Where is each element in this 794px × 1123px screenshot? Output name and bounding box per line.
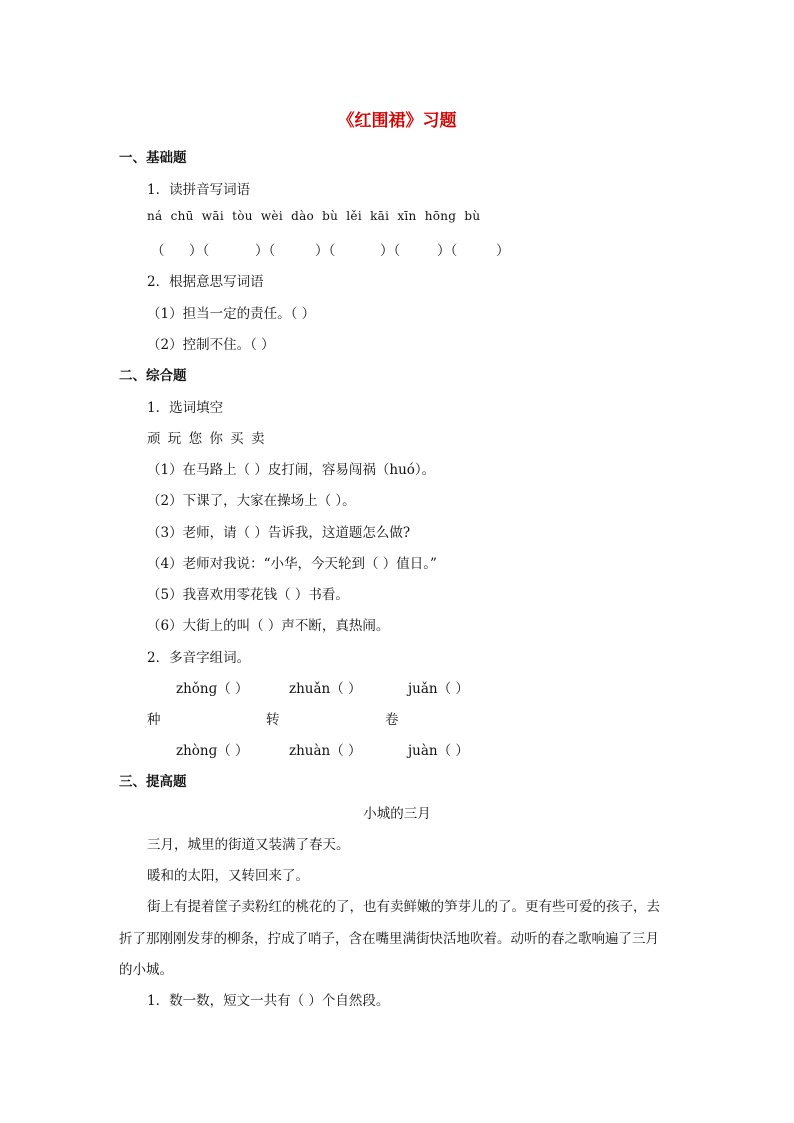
char-zhong: 种 bbox=[147, 712, 161, 728]
blank-6: ）（ bbox=[437, 243, 458, 259]
question-polyphone: 2．多音字组词。 bbox=[147, 650, 251, 666]
list-item: （6）大街上的叫（ ）声不断，真热闹。 bbox=[147, 618, 390, 634]
polyphone-zhuan3: zhuǎn（ ） bbox=[289, 681, 362, 697]
passage-paragraph-3-line-3: 的小城。 bbox=[119, 962, 173, 978]
list-item: （2）下课了，大家在操场上（ ）。 bbox=[147, 493, 356, 509]
polyphone-bottom-row bbox=[147, 739, 507, 759]
passage-paragraph-3-line-2: 折了那刚刚发芽的柳条，拧成了哨子，含在嘴里满街快活地吹着。动听的春之歌响遍了三月 bbox=[119, 931, 659, 947]
blank-5: ）（ bbox=[380, 243, 401, 259]
polyphone-zhong3: zhǒnɡ（ ） bbox=[176, 681, 249, 697]
pinyin-line: ná chū wāi tòu wèi dào bù lěi kāi xīn hōng bù bbox=[147, 209, 481, 223]
page-title: 《红围裙》习题 bbox=[337, 111, 457, 131]
answer-blanks-row bbox=[147, 239, 527, 259]
list-item: （5）我喜欢用零花钱（ ）书看。 bbox=[147, 587, 349, 603]
polyphone-top-row bbox=[147, 677, 507, 697]
list-item: （1）在马路上（ ）皮打闹，容易闯祸（huó）。 bbox=[147, 462, 436, 478]
word-groups: 顽 玩 您 你 买 卖 bbox=[147, 431, 265, 447]
question-choose-word: 1．选词填空 bbox=[147, 400, 224, 416]
char-juan: 卷 bbox=[385, 712, 399, 728]
blank-7: ） bbox=[496, 243, 510, 259]
polyphone-zhong4: zhònɡ（ ） bbox=[176, 743, 249, 759]
blank-1: （ bbox=[151, 243, 165, 259]
blank-4: ）（ bbox=[315, 243, 336, 259]
list-item: （4）老师对我说：“小华，今天轮到（ ）值日。” bbox=[147, 556, 437, 572]
section-heading-advanced: 三、提高题 bbox=[119, 774, 187, 790]
section-heading-basic: 一、基础题 bbox=[119, 150, 187, 166]
blank-3: ）（ bbox=[255, 243, 276, 259]
polyphone-char-row bbox=[147, 708, 507, 728]
polyphone-juan4: juàn（ ） bbox=[408, 743, 469, 759]
question-pinyin-write: 1．读拼音写词语 bbox=[147, 182, 251, 198]
blank-2: ）（ bbox=[189, 243, 210, 259]
passage-paragraph-3-line-1: 街上有提着筐子卖粉红的桃花的了，也有卖鲜嫩的笋芽儿的了。更有些可爱的孩子，去 bbox=[147, 899, 660, 915]
passage-paragraph-2: 暖和的太阳，又转回来了。 bbox=[147, 868, 309, 884]
polyphone-juan3: juǎn（ ） bbox=[408, 681, 469, 697]
passage-title: 小城的三月 bbox=[363, 806, 431, 822]
list-item: （3）老师，请（ ）告诉我，这道题怎么做? bbox=[147, 525, 411, 541]
list-item: （2）控制不住。（ ） bbox=[147, 337, 275, 353]
list-item: （1）担当一定的责任。（ ） bbox=[147, 306, 316, 322]
section-heading-comprehensive: 二、综合题 bbox=[119, 368, 187, 384]
question-count-paragraphs: 1．数一数，短文一共有（ ）个自然段。 bbox=[147, 993, 390, 1009]
polyphone-zhuan4: zhuàn（ ） bbox=[289, 743, 362, 759]
passage-paragraph-1: 三月，城里的街道又装满了春天。 bbox=[147, 837, 350, 853]
question-meaning-write: 2．根据意思写词语 bbox=[147, 274, 264, 290]
char-zhuan: 转 bbox=[266, 712, 280, 728]
